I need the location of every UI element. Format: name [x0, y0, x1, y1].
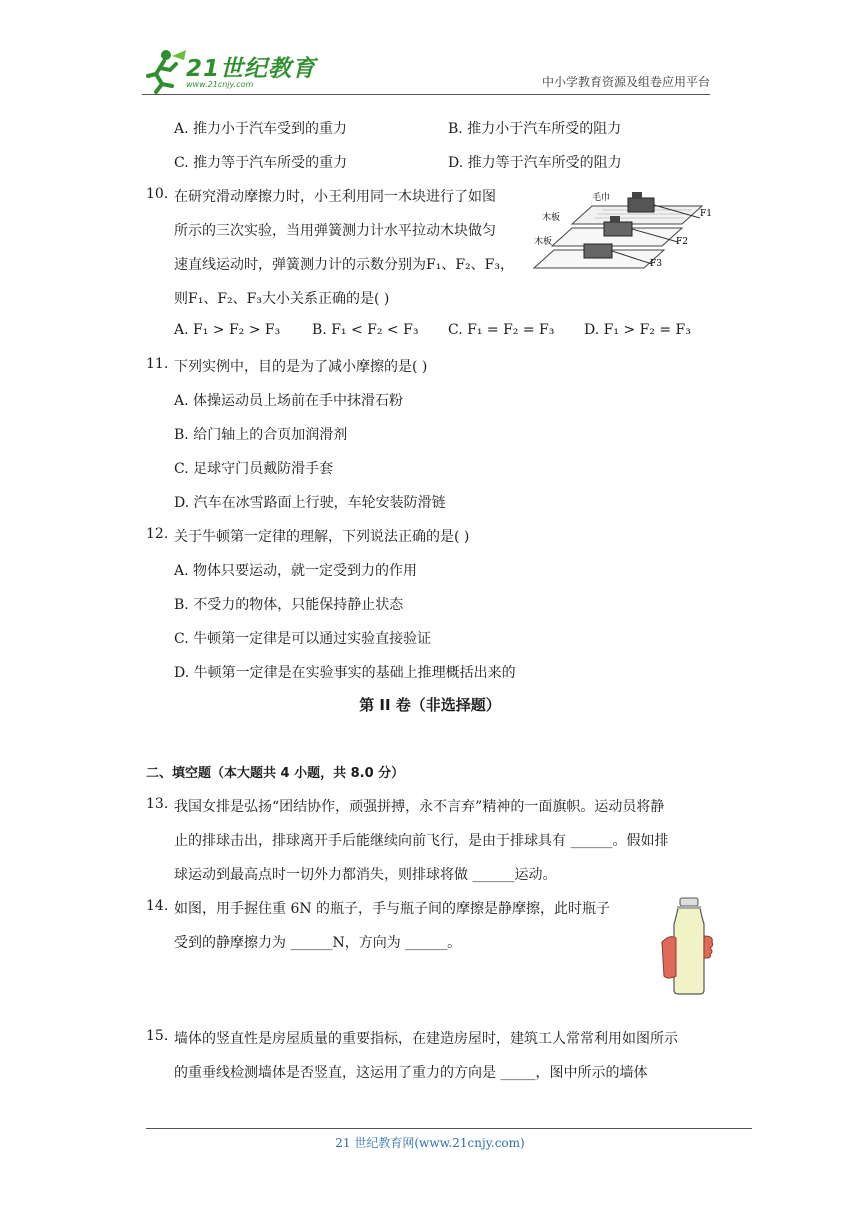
- q11-stem: 下列实例中，目的是为了减小摩擦的是( ): [174, 359, 428, 375]
- q11-option-a: A. 体操运动员上场前在手中抹滑石粉: [174, 393, 404, 409]
- header-divider: [142, 94, 710, 95]
- q14-line-2: 受到的静摩擦力为 ______N，方向为 ______。: [174, 935, 462, 951]
- bottle-in-hand-figure: [660, 896, 716, 996]
- q10-line-3: 速直线运动时，弹簧测力计的示数分别为F₁、F₂、F₃，: [174, 257, 514, 273]
- q15-line-2: 的重垂线检测墙体是否竖直，这运用了重力的方向是 _____，图中所示的墙体: [174, 1065, 648, 1081]
- q12-option-a: A. 物体只要运动，就一定受到力的作用: [174, 563, 418, 579]
- q13-line-3: 球运动到最高点时一切外力都消失，则排球将做 ______运动。: [174, 867, 557, 883]
- q11-number: 11.: [146, 356, 169, 372]
- q9-option-a: A. 推力小于汽车受到的重力: [174, 121, 348, 137]
- footer-link[interactable]: 21 世纪教育网(www.21cnjy.com): [335, 1136, 525, 1150]
- label-board-1: 木板: [542, 213, 561, 223]
- q13-line-2: 止的排球击出，排球离开手后能继续向前飞行，是由于排球具有 ______。假如排: [174, 833, 669, 849]
- header-platform-text: 中小学教育资源及组卷应用平台: [541, 75, 710, 89]
- q15-line-1: 墙体的竖直性是房屋质量的重要指标，在建造房屋时，建筑工人常常利用如图所示: [174, 1031, 678, 1047]
- footer-divider: [146, 1128, 752, 1129]
- q14-line-1: 如图，用手握住重 6N 的瓶子，手与瓶子间的摩擦是静摩擦，此时瓶子: [174, 901, 611, 917]
- q13-line-1: 我国女排是弘扬“团结协作，顽强拼搏，永不言弃”精神的一面旗帜。运动员将静: [174, 799, 665, 815]
- q10-line-4: 则F₁、F₂、F₃大小关系正确的是( ): [174, 291, 390, 307]
- q9-option-c: C. 推力等于汽车所受的重力: [174, 155, 348, 171]
- q10-option-c: C. F₁ = F₂ = F₃: [448, 322, 555, 338]
- label-towel: 毛巾: [592, 193, 611, 203]
- label-f2: F2: [676, 237, 688, 247]
- logo-url: www.21cnjy.com: [186, 80, 254, 89]
- label-board-2: 木板: [534, 237, 553, 247]
- q10-line-2: 所示的三次实验，当用弹簧测力计水平拉动木块做匀: [174, 223, 496, 239]
- runner-logo-icon: [142, 46, 190, 94]
- label-f1: F1: [700, 209, 712, 219]
- logo-text: 21世纪教育: [186, 56, 317, 82]
- q9-option-b: B. 推力小于汽车所受的阻力: [448, 121, 622, 137]
- q10-line-1: 在研究滑动摩擦力时，小王利用同一木块进行了如图: [174, 189, 496, 205]
- part-two-title: 第 II 卷（非选择题）: [359, 696, 501, 714]
- q11-option-c: C. 足球守门员戴防滑手套: [174, 461, 334, 477]
- q12-option-c: C. 牛顿第一定律是可以通过实验直接验证: [174, 631, 432, 647]
- q10-option-d: D. F₁ > F₂ = F₃: [584, 322, 691, 338]
- q11-option-b: B. 给门轴上的合页加润滑剂: [174, 427, 348, 443]
- q12-option-d: D. 牛顿第一定律是在实验事实的基础上推理概括出来的: [174, 665, 516, 681]
- q11-option-d: D. 汽车在冰雪路面上行驶，车轮安装防滑链: [174, 495, 446, 511]
- q13-number: 13.: [146, 796, 169, 812]
- q14-number: 14.: [146, 898, 169, 914]
- q10-option-b: B. F₁ < F₂ < F₃: [312, 322, 419, 338]
- section-two-title: 二、填空题（本大题共 4 小题，共 8.0 分）: [146, 766, 405, 781]
- q15-number: 15.: [146, 1028, 169, 1044]
- q10-option-a: A. F₁ > F₂ > F₃: [174, 322, 281, 338]
- q12-number: 12.: [146, 526, 169, 542]
- q12-option-b: B. 不受力的物体，只能保持静止状态: [174, 597, 404, 613]
- label-f3: F3: [650, 259, 662, 269]
- q9-option-d: D. 推力等于汽车所受的阻力: [448, 155, 622, 171]
- q10-number: 10.: [146, 186, 169, 202]
- friction-experiment-figure: [532, 184, 722, 280]
- q12-stem: 关于牛顿第一定律的理解，下列说法正确的是( ): [174, 529, 470, 545]
